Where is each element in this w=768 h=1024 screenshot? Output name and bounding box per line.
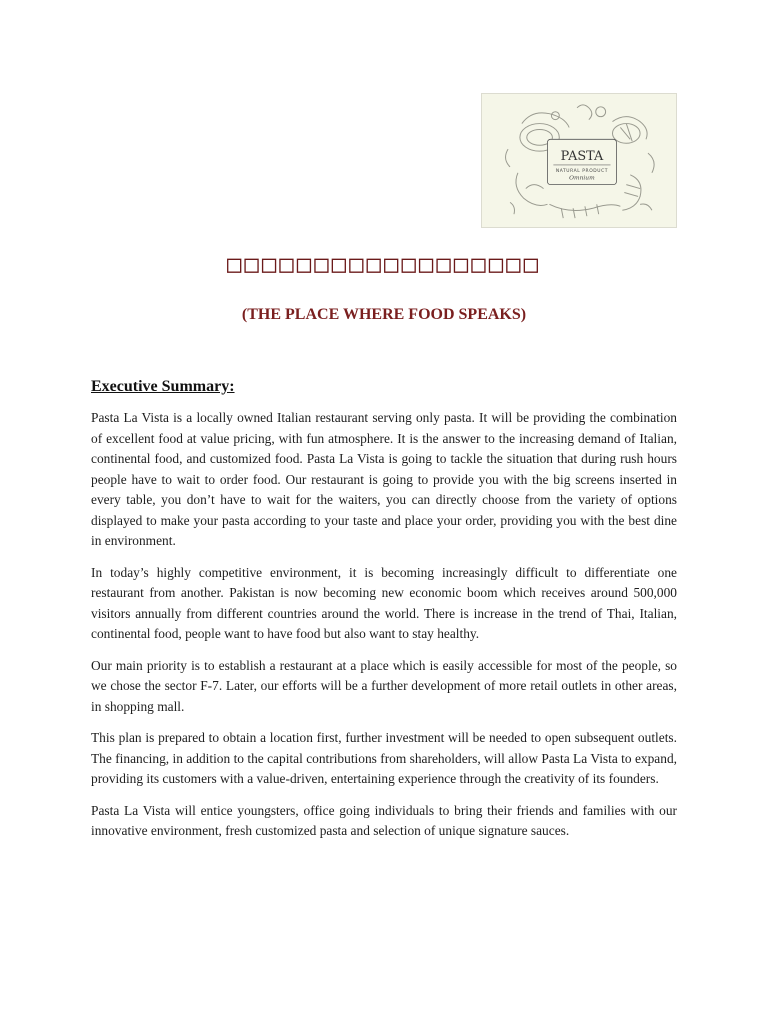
logo-brand-text: PASTA [560,149,604,165]
pasta-sketch-illustration [482,94,676,227]
paragraph-3: Our main priority is to establish a restaurant at a place which is easily accessible for most of the people, so we chose the sector F-7. Later, our efforts will be a further development of more retail outlets in other areas, in shopping mall. [91,657,677,714]
pasta-logo-image [481,93,677,228]
paragraph-4: This plan is prepared to obtain a location first, further investment will be needed to open subsequent outlets. The financing, in addition to the capital contributions from shareholders, will allow Pasta La Vista to expand, providing its customers with a value-driven, entertaining experience through the creativity of its founders. [91,730,677,786]
executive-summary-section [91,378,677,853]
paragraph-5: Pasta La Vista will entice youngsters, office going individuals to bring their friends and families with our innovative environment, fresh customized pasta and selection of unique signature sauces. [91,802,677,838]
paragraph-1: Pasta La Vista is a locally owned Italian restaurant serving only pasta. It will be providing the combination of excellent food at value pricing, with fun atmosphere. It is the answer to the increasing demand of Italian, continental food, and customized food. Pasta La Vista is going to tackle the situation that during rush hours people have to wait to order food. Our restaurant is going to provide you with the big screens inserted in every table, you don’t have to wait for the waiters, you can directly choose from the variety of options displayed to make your pasta according to your taste and place your order, providing you with the best dine in environment. [91,410,677,548]
logo-script-text: Omnium [569,175,595,182]
section-heading: Executive Summary: [91,378,235,395]
paragraph-2: In today’s highly competitive environment, it is becoming increasingly difficult to differentiate one restaurant from another. Pakistan is now becoming new economic boom which receives around 500,000 visitors annually from different countries around the world. There is increase in the trend of Thai, Italian, continental food, people want to have food but also want to stay healthy. [91,564,677,641]
document-subtitle: (THE PLACE WHERE FOOD SPEAKS) [241,306,527,323]
logo-tagline-text: NATURAL PRODUCT [555,168,609,174]
document-title-missing-glyphs: □□□□□□□□□□□□□□□□□□ [226,250,542,278]
